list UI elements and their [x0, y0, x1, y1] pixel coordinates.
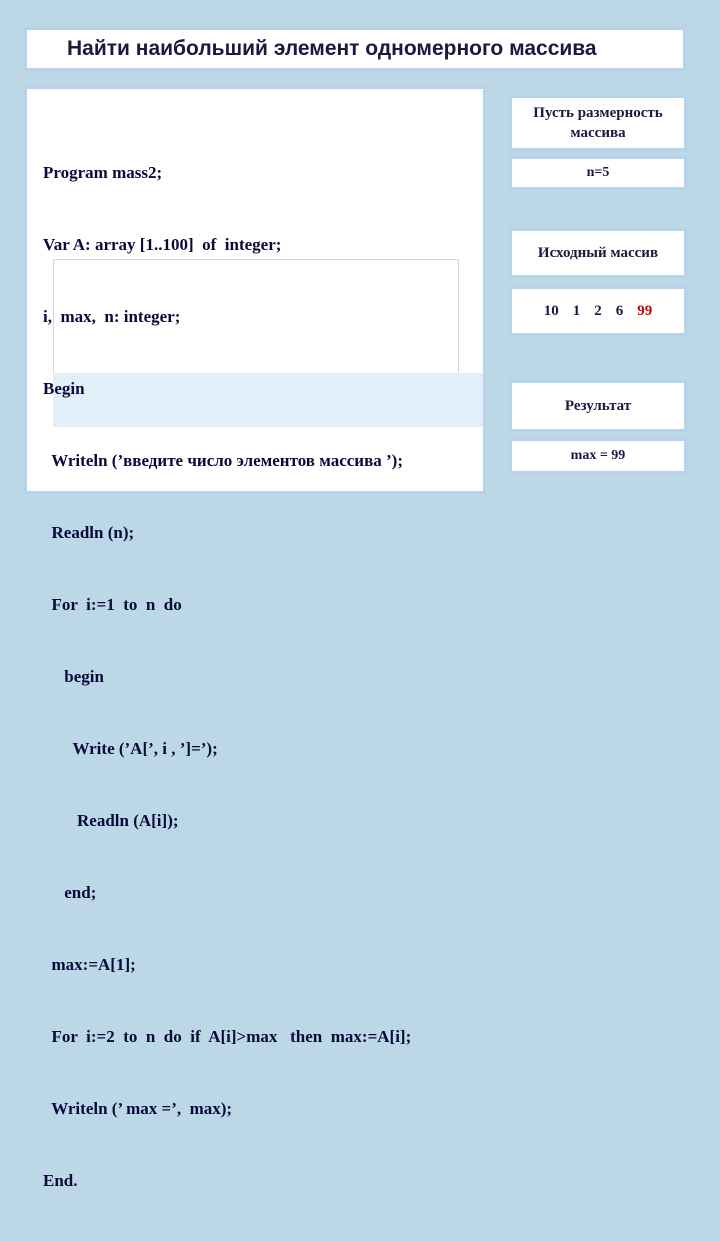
result-label: Результат — [564, 398, 632, 414]
result-value: max = 99 — [570, 448, 626, 463]
array-value: 6 — [615, 302, 624, 319]
code-line: Readln (n); — [43, 523, 135, 542]
code-panel — [24, 86, 486, 1190]
code-line: Readln (A[i]); — [43, 811, 179, 830]
dimension-label-box — [509, 95, 687, 151]
code-line: Write (’A[’, i , ’]=’); — [43, 739, 218, 758]
code-line: Var A: array [1..100] of integer; — [43, 235, 282, 254]
array-values-box — [509, 286, 687, 336]
code-line: max:=A[1]; — [43, 955, 136, 974]
code-line: For i:=2 to n do if A[i]>max then max:=A[i]; — [43, 1027, 412, 1046]
code-line: i, max, n: integer; — [43, 307, 181, 326]
dimension-value-box — [509, 156, 687, 190]
code-line: For i:=1 to n do — [43, 595, 182, 614]
dimension-label: Пусть размерность массива — [533, 105, 663, 141]
slide-title: Найти наибольший элемент одномерного массива — [67, 37, 597, 60]
result-value-box — [509, 438, 687, 474]
code-line: Program mass2; — [43, 163, 163, 182]
source-array-label: Исходный массив — [537, 245, 659, 261]
array-value-max: 99 — [637, 302, 653, 319]
array-value: 2 — [594, 302, 602, 319]
code-listing — [43, 113, 411, 1241]
result-label-box — [509, 380, 687, 432]
code-line: end; — [43, 883, 97, 902]
code-line: Begin — [43, 379, 85, 398]
code-line: begin — [43, 667, 104, 686]
source-array-label-box — [509, 228, 687, 278]
title-box — [24, 27, 686, 71]
code-line: End. — [43, 1171, 78, 1190]
code-line: Writeln (’введите число элементов массива ’); — [43, 451, 403, 470]
code-line: Writeln (’ max =’, max); — [43, 1099, 233, 1118]
array-value: 1 — [572, 302, 581, 319]
array-value: 10 — [543, 302, 559, 319]
dimension-value: n=5 — [586, 165, 610, 180]
